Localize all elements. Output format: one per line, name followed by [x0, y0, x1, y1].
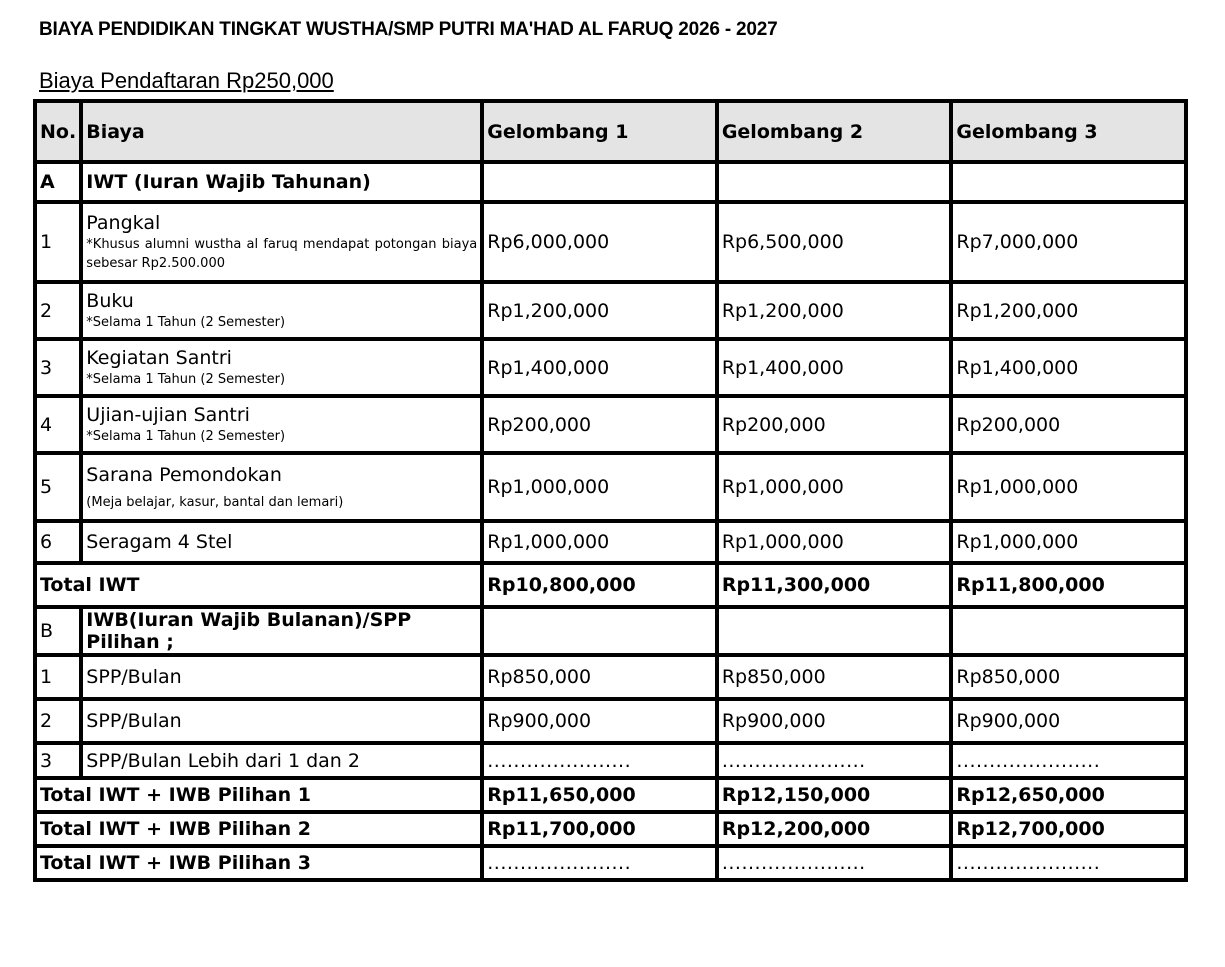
- empty-cell: [717, 607, 952, 655]
- row-number: 4: [35, 396, 81, 453]
- total-label: Total IWT + IWB Pilihan 2: [35, 812, 482, 846]
- amount-g3: Rp1,000,000: [951, 453, 1186, 521]
- item-note: (Meja belajar, kasur, bantal dan lemari): [86, 494, 344, 510]
- amount-g3: Rp1,000,000: [951, 521, 1186, 563]
- item-note: *Khusus alumni wustha al faruq mendapat potongan biaya sebesar Rp2.500.000: [86, 237, 478, 271]
- amount-g2-placeholder: ......................: [717, 743, 952, 778]
- amount-g2: Rp1,000,000: [717, 453, 952, 521]
- total-g2: Rp12,150,000: [717, 778, 952, 812]
- item-note: *Selama 1 Tahun (2 Semester): [86, 372, 286, 387]
- section-code: B: [35, 607, 81, 655]
- item-note: *Selama 1 Tahun (2 Semester): [86, 315, 286, 330]
- amount-g3: Rp850,000: [951, 655, 1186, 699]
- amount-g1: Rp200,000: [482, 396, 717, 453]
- table-row: [35, 699, 1186, 743]
- fee-table: [33, 99, 1188, 882]
- amount-g3: Rp900,000: [951, 699, 1186, 743]
- amount-g1: Rp6,000,000: [482, 202, 717, 282]
- amount-g3-placeholder: ......................: [951, 743, 1186, 778]
- total-label: Total IWT: [35, 563, 482, 607]
- amount-g1: Rp900,000: [482, 699, 717, 743]
- section-b-row: [35, 607, 1186, 655]
- empty-cell: [482, 607, 717, 655]
- table-row: [35, 339, 1186, 396]
- item-cell: [81, 282, 482, 339]
- total-g3: Rp12,650,000: [951, 778, 1186, 812]
- header-gelombang-1: Gelombang 1: [482, 101, 717, 162]
- item-label: SPP/Bulan: [81, 699, 482, 743]
- total-g1-placeholder: ......................: [482, 846, 717, 880]
- row-number: 6: [35, 521, 81, 563]
- section-label: IWB(Iuran Wajib Bulanan)/SPP Pilihan ;: [81, 607, 482, 655]
- document-title: BIAYA PENDIDIKAN TINGKAT WUSTHA/SMP PUTRI MA'HAD AL FARUQ 2026 - 2027: [39, 19, 778, 40]
- total-g3: Rp12,700,000: [951, 812, 1186, 846]
- section-a-row: [35, 162, 1186, 202]
- empty-cell: [951, 607, 1186, 655]
- amount-g1: Rp1,000,000: [482, 521, 717, 563]
- header-gelombang-3: Gelombang 3: [951, 101, 1186, 162]
- table-row: [35, 743, 1186, 778]
- header-gelombang-2: Gelombang 2: [717, 101, 952, 162]
- amount-g1: Rp850,000: [482, 655, 717, 699]
- amount-g2: Rp200,000: [717, 396, 952, 453]
- item-note: *Selama 1 Tahun (2 Semester): [86, 429, 286, 444]
- table-row: [35, 282, 1186, 339]
- total-iwt-row: [35, 563, 1186, 607]
- total-row: [35, 778, 1186, 812]
- amount-g2: Rp850,000: [717, 655, 952, 699]
- total-g2: Rp11,300,000: [717, 563, 952, 607]
- item-label: SPP/Bulan: [81, 655, 482, 699]
- header-no: No.: [35, 101, 81, 162]
- item-label: Seragam 4 Stel: [81, 521, 482, 563]
- amount-g2: Rp1,000,000: [717, 521, 952, 563]
- total-label: Total IWT + IWB Pilihan 1: [35, 778, 482, 812]
- amount-g1-placeholder: ......................: [482, 743, 717, 778]
- total-g1: Rp11,650,000: [482, 778, 717, 812]
- row-number: 3: [35, 743, 81, 778]
- table-row: [35, 202, 1186, 282]
- amount-g1: Rp1,000,000: [482, 453, 717, 521]
- amount-g1: Rp1,200,000: [482, 282, 717, 339]
- row-number: 1: [35, 655, 81, 699]
- item-label: Pangkal: [86, 212, 161, 234]
- section-code: A: [35, 162, 81, 202]
- item-label: Sarana Pemondokan: [86, 463, 282, 486]
- total-row: [35, 812, 1186, 846]
- row-number: 3: [35, 339, 81, 396]
- empty-cell: [951, 162, 1186, 202]
- item-cell: [81, 202, 482, 282]
- table-row: [35, 521, 1186, 563]
- item-cell: [81, 396, 482, 453]
- total-g2: Rp12,200,000: [717, 812, 952, 846]
- empty-cell: [717, 162, 952, 202]
- amount-g2: Rp900,000: [717, 699, 952, 743]
- amount-g2: Rp1,200,000: [717, 282, 952, 339]
- item-cell: [81, 453, 482, 521]
- total-row: [35, 846, 1186, 880]
- total-g3-placeholder: ......................: [951, 846, 1186, 880]
- header-biaya: Biaya: [81, 101, 482, 162]
- empty-cell: [482, 162, 717, 202]
- row-number: 5: [35, 453, 81, 521]
- total-g1: Rp11,700,000: [482, 812, 717, 846]
- amount-g3: Rp1,400,000: [951, 339, 1186, 396]
- amount-g2: Rp1,400,000: [717, 339, 952, 396]
- amount-g2: Rp6,500,000: [717, 202, 952, 282]
- amount-g3: Rp200,000: [951, 396, 1186, 453]
- row-number: 2: [35, 282, 81, 339]
- item-label: Buku: [86, 290, 134, 312]
- amount-g3: Rp1,200,000: [951, 282, 1186, 339]
- total-g1: Rp10,800,000: [482, 563, 717, 607]
- table-header-row: [35, 101, 1186, 162]
- item-label: Kegiatan Santri: [86, 347, 232, 369]
- item-cell: [81, 339, 482, 396]
- total-g2-placeholder: ......................: [717, 846, 952, 880]
- row-number: 2: [35, 699, 81, 743]
- table-row: [35, 453, 1186, 521]
- total-g3: Rp11,800,000: [951, 563, 1186, 607]
- amount-g3: Rp7,000,000: [951, 202, 1186, 282]
- total-label: Total IWT + IWB Pilihan 3: [35, 846, 482, 880]
- item-label: Ujian-ujian Santri: [86, 404, 250, 426]
- registration-fee: Biaya Pendaftaran Rp250,000: [39, 68, 334, 93]
- amount-g1: Rp1,400,000: [482, 339, 717, 396]
- item-label: SPP/Bulan Lebih dari 1 dan 2: [81, 743, 482, 778]
- table-row: [35, 655, 1186, 699]
- section-label: IWT (Iuran Wajib Tahunan): [81, 162, 482, 202]
- table-row: [35, 396, 1186, 453]
- row-number: 1: [35, 202, 81, 282]
